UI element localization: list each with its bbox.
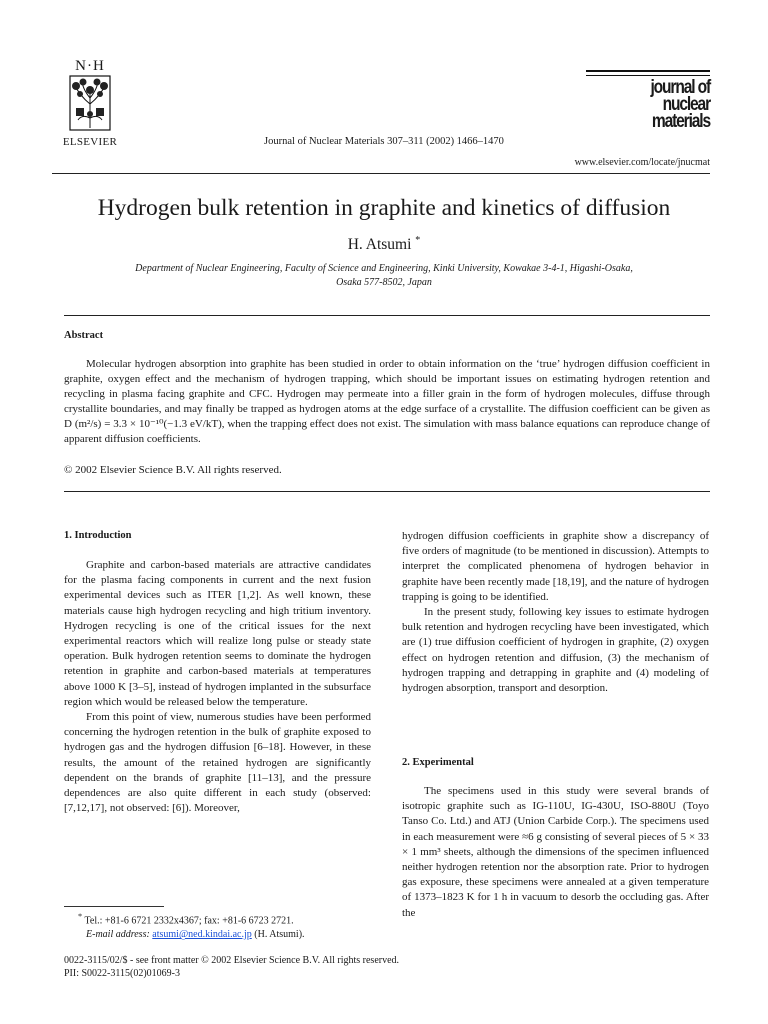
affiliation-line: Osaka 577-8502, Japan — [336, 277, 432, 288]
section-heading-experimental: 2. Experimental — [402, 757, 474, 768]
publisher-name: ELSEVIER — [62, 136, 118, 148]
elsevier-tree-icon — [52, 74, 128, 134]
right-column-bottom — [402, 784, 709, 921]
header-divider — [52, 173, 710, 174]
paragraph: hydrogen diffusion coefficients in graphite show a discrepancy of five orders of magnitude (to be mentioned in discussion). Attempts to interpret the complicated phenomena of hydrogen behavior in graphite have been recently made [18,19], and the nature of hydrogen trapping is going to be identified. — [402, 530, 709, 603]
email-label: E-mail address: — [86, 929, 150, 941]
paragraph: In the present study, following key issues to estimate hydrogen bulk retention and hydrogen recycling have been investigated, which are (1) true diffusion coefficient of hydrogen in graphite, (2) oxygen effect on hydrogen retention and diffusion, (3) the mechanism of hydrogen trapping and detrapping in graphite and (4) modeling of hydrogen absorption, transport and desorption. — [402, 606, 709, 695]
front-matter-line: 0022-3115/02/$ - see front matter © 2002 Elsevier Science B.V. All rights reserved. — [64, 955, 400, 966]
paragraph: From this point of view, numerous studies have been performed concerning the hydrogen retention in the bulk of graphite exposed to hydrogen gas and the hydrogen diffusion [6–18]. However, in these results, the amount of the retained hydrogen are significantly dependent on the brands of graphite [11–13], and the pressure dependences are also quite different in each study (observed: [7,12,17], not observed: [6]). Moreover, — [64, 711, 371, 815]
affiliation-line: Department of Nuclear Engineering, Faculty of Science and Engineering, Kinki University, Kowakae 3-4-1, Higashi-Osaka, — [135, 263, 633, 274]
paragraph: Graphite and carbon-based materials are attractive candidates for the plasma facing components in current and the next fusion experimental devices such as ITER [1,2]. As well known, these materials cause high hydrogen recycling and high tritium inventory. Hydrogen recycling is one of the critical issues for the next experimental reactors which will realize long pulse or steady state operation. Bulk hydrogen retention seems to dominate the hydrogen retention in graphite and carbon-based materials at temperatures above 1000 K [3–5], instead of hydrogen implanted in the subsurface region which would be released below the temperature. — [64, 559, 371, 708]
author-line — [0, 235, 768, 254]
publisher-monogram: N·H — [75, 58, 105, 74]
journal-logo-line: journal of — [650, 77, 710, 98]
affiliation — [80, 262, 688, 290]
journal-reference: Journal of Nuclear Materials 307–311 (2002) 1466–1470 — [264, 136, 504, 147]
email-suffix: (H. Atsumi). — [254, 929, 305, 941]
journal-logo-line: materials — [651, 111, 710, 132]
journal-logo-line: nuclear — [662, 94, 710, 115]
footnote-email-line — [64, 928, 364, 942]
journal-logo — [586, 70, 710, 130]
abstract-text: Molecular hydrogen absorption into graphite has been studied in order to obtain information on the ‘true’ hydrogen diffusion coefficient in graphite, oxygen effect and the mechanism of hydrogen trapping, which should be important issues on estimating hydrogen retention and recycling in plasma facing graphite and CFC. Hydrogen may permeate into a filler grain in the form of hydrogen molecules, diffuse through crystallite boundaries, and may finally be trapped as hydrogen atoms at the edge surface of a crystallite. The diffusion coefficient can be given as D (m²/s) = 3.3 × 10⁻¹⁰(−1.3 eV/kT), when the trapping effect does not exist. The simulation with mass balance equations can reproduce change of apparent diffusion coefficients. — [64, 358, 710, 445]
footnote — [64, 910, 364, 942]
journal-url[interactable]: www.elsevier.com/locate/jnucmat — [574, 157, 710, 168]
footnote-contact — [64, 910, 364, 928]
section-heading-introduction: 1. Introduction — [64, 530, 132, 541]
paragraph: The specimens used in this study were several brands of isotropic graphite such as IG-110U, IG-430U, ISO-880U (Toyo Tanso Co. Ltd.) and ATJ (Union Carbide Corp.). The specimens used in each measurement were ≈6 g consisting of several pieces of 5 × 33 × 1 mm³ sheets, although the dimensions of the specimen influenced neither hydrogen retention nor the absorption rate. Prior to hydrogen gas exposure, these specimens were annealed at a given temperature of 1373–1823 K for 1 h in vacuum to desorb the occluding gas. After the — [402, 785, 709, 919]
author-name: H. Atsumi — [347, 236, 412, 254]
abstract-divider-top — [64, 315, 710, 316]
logo-rule — [586, 75, 710, 76]
footnote-rule — [64, 906, 164, 907]
footnote-mark: * — [78, 912, 83, 921]
abstract-body — [64, 357, 710, 447]
front-matter — [64, 954, 399, 980]
left-column — [64, 558, 371, 816]
article-title: Hydrogen bulk retention in graphite and kinetics of diffusion — [97, 195, 671, 221]
abstract-heading: Abstract — [64, 330, 104, 341]
right-column-top — [402, 529, 709, 696]
pii-line: PII: S0022-3115(02)01069-3 — [64, 968, 181, 979]
logo-rule — [586, 70, 710, 72]
abstract-divider-bottom — [64, 491, 710, 492]
author-footnote-mark[interactable]: * — [415, 235, 421, 246]
footnote-tel: Tel.: +81-6 6721 2332x4367; fax: +81-6 6723 2721. — [84, 915, 294, 927]
abstract-copyright: © 2002 Elsevier Science B.V. All rights reserved. — [64, 464, 282, 476]
email-link[interactable]: atsumi@ned.kindai.ac.jp — [152, 929, 252, 941]
